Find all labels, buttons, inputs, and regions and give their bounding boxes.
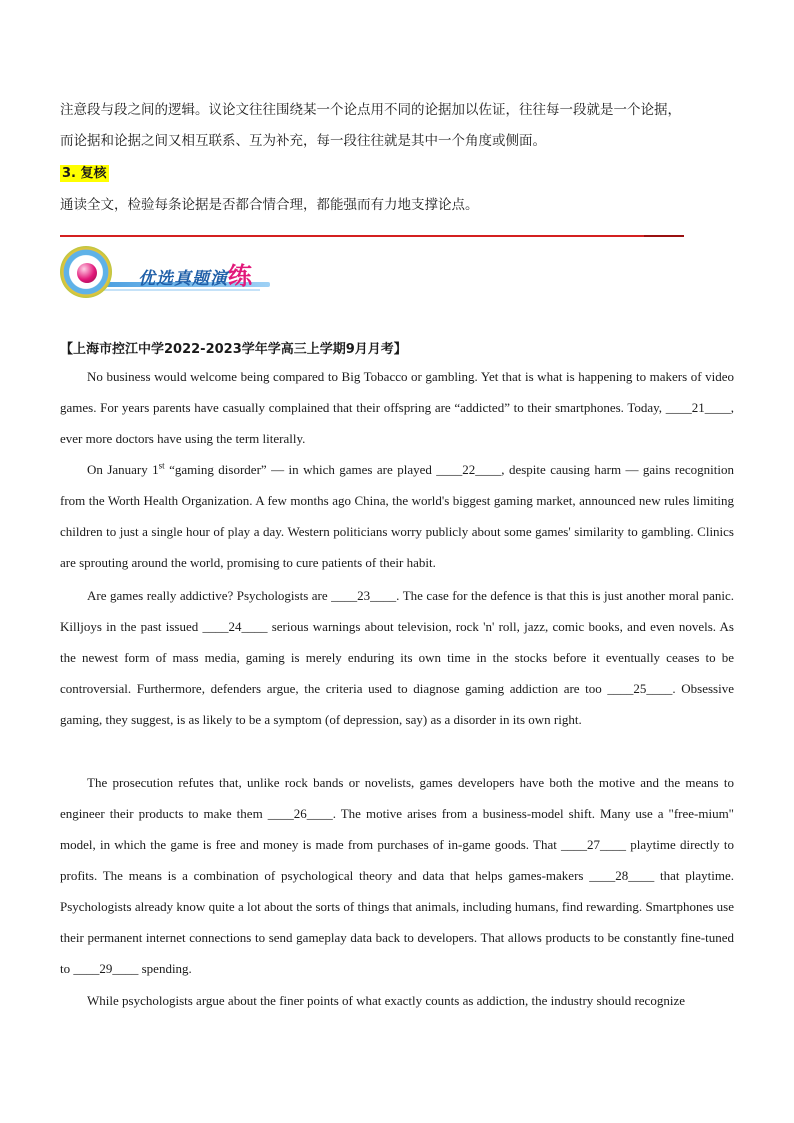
banner-title-big: 练 (228, 262, 253, 290)
passage-paragraph-5 (60, 985, 734, 1016)
passage-p5: While psychologists argue about the finer points of what exactly counts as addiction, the industry should recognize (87, 993, 685, 1008)
banner-title-text: 优选真题演 (138, 269, 228, 289)
step-text: 通读全文，检验每条论据是否都合情合理，都能强而有力地支撑论点。 (60, 197, 479, 213)
banner-ball-icon (77, 263, 97, 283)
question-source: 【上海市控江中学2022-2023学年学高三上学期9月月考】 (60, 342, 407, 357)
passage-p3: Are games really addictive? Psychologists are ____23____. The case for the defence is that this is just another moral panic. Killjoys in the past issued ____24____ serious warnings about television, rock 'n' roll, jazz, comic books, and even novels. As the newest form of mass media, gaming is merely enduring its own time in the stocks before it eventually ceases to be controversial. Furthermore, defenders argue, the criteria used to diagnose gaming addiction are too ____25____. Obsessive gaming, they suggest, is as likely to be a symptom (of depression, say) as a disorder in its own right. (60, 588, 734, 727)
passage-p2 (60, 454, 734, 578)
intro-line-2: 而论据和论据之间又相互联系、互为补充，每一段往往就是其中一个角度或侧面。 (60, 133, 546, 149)
banner-title (138, 256, 253, 291)
passage-p1: No business would welcome being compared to Big Tobacco or gambling. Yet that is what is happening to makers of video games. For years parents have casually complained that their offspring are “addicted” to their smartphones. Today, ____21____, ever more doctors have using the term literally. (60, 369, 734, 446)
passage-p2-sup: st (158, 460, 165, 471)
passage-paragraph-1 (60, 361, 734, 454)
passage-paragraph-3 (60, 580, 734, 735)
step-heading: 3. 复核 (62, 166, 107, 181)
section-divider (60, 235, 644, 237)
passage-paragraph-4 (60, 767, 734, 984)
intro-line-1: 注意段与段之间的逻辑。议论文往往围绕某一个论点用不同的论据加以佐证，往往每一段就是一个论据， (60, 102, 681, 118)
passage-p2-start: On January 1 (87, 462, 159, 477)
section-banner (60, 244, 270, 300)
passage-paragraph-2 (60, 454, 734, 578)
section-divider-end (644, 235, 684, 237)
passage-p2-rest: “gaming disorder” — in which games are played ____22____, despite causing harm — gains recognition from the Worth Health Organization. A few months ago China, the world's biggest gaming market, announced new rules limiting children to just a single hour of play a day. Western politicians worry publicly about some games' similarity to gambling. Clinics are sprouting around the world, promising to cure patients of their habit. (60, 462, 734, 570)
passage-p4: The prosecution refutes that, unlike rock bands or novelists, games developers have both the motive and the means to engineer their products to make them ____26____. The motive arises from a business-model shift. Many use a "free-mium" model, in which the game is free and money is made from purchases of in-game goods. That ____27____ playtime directly to profits. The means is a combination of psychological theory and data that helps games-makers ____28____ that playtime. Psychologists already know quite a lot about the sorts of things that animals, including humans, find rewarding. Smartphones use their permanent internet connections to send gameplay data back to developers. That allows products to be constantly fine-tuned to ____29____ spending. (60, 775, 734, 976)
